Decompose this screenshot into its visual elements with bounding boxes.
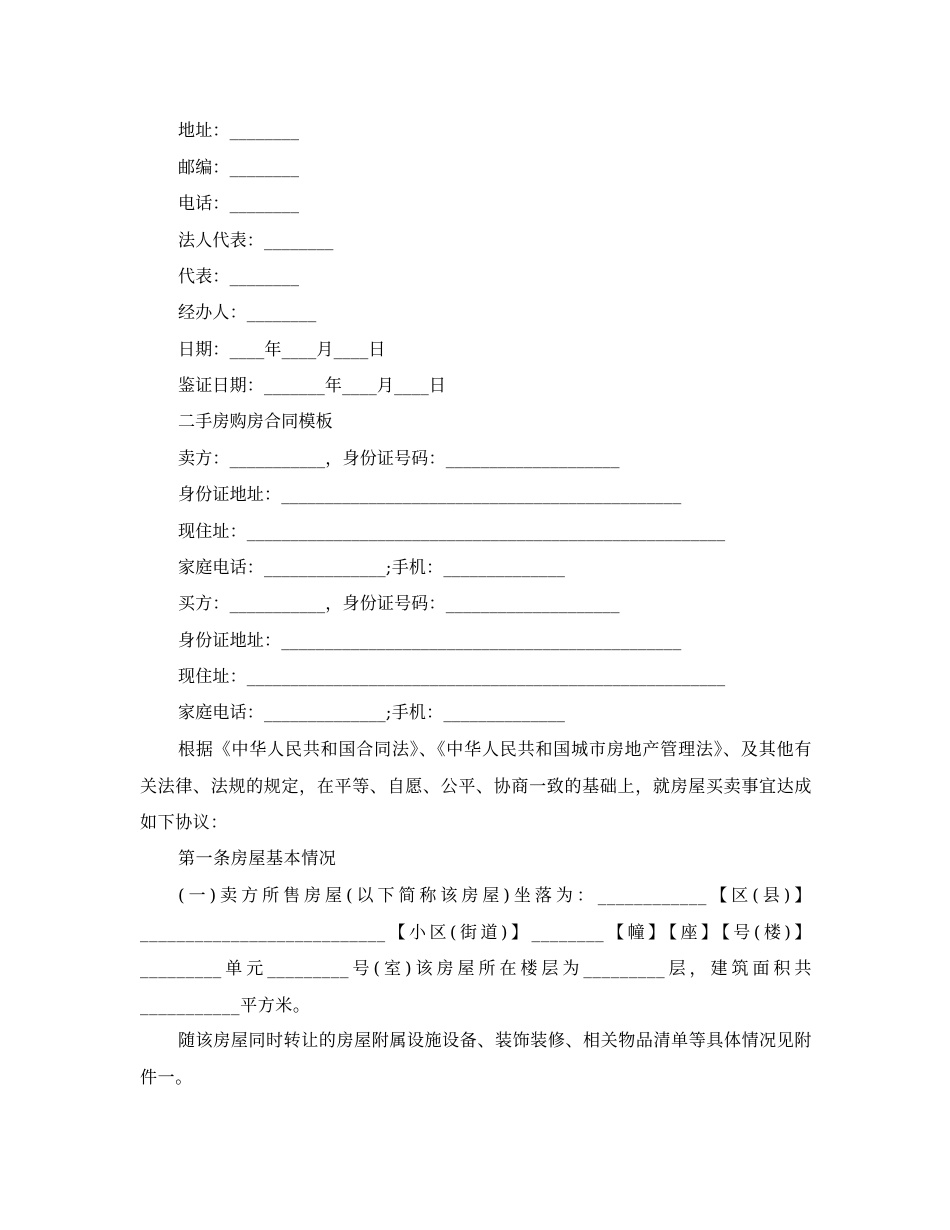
handler-line: 经办人：________ [178, 303, 317, 323]
address-line: 地址：________ [178, 121, 300, 141]
date-line: 日期：____年____月____日 [178, 340, 386, 360]
seller-line: 卖方：___________，身份证号码：____________________ [178, 449, 620, 469]
postcode-line: 邮编：________ [178, 158, 300, 178]
seller-current-address-line: 现住址：_______________________________________________________ [178, 522, 726, 542]
buyer-line: 买方：___________，身份证号码：____________________ [178, 594, 620, 614]
verification-date-line: 鉴证日期：_______年____月____日 [178, 376, 447, 396]
article1-item1-paragraph: (一)卖方所售房屋(以下简称该房屋)坐落为：____________【区(县)】___________________________【小区(街道)】________【幢】【座】【号(楼)】_________单元_________号(室)该房屋所在楼层为_________层，建筑面积共___________平方米。 [140, 886, 812, 1016]
article1-title: 第一条房屋基本情况 [178, 849, 337, 869]
basis-paragraph: 根据《中华人民共和国合同法》、《中华人民共和国城市房地产管理法》、及其他有关法律、法规的规定，在平等、自愿、公平、协商一致的基础上，就房屋买卖事宜达成如下协议： [140, 740, 812, 833]
document-title: 二手房购房合同模板 [178, 412, 333, 432]
phone-line: 电话：________ [178, 194, 300, 214]
seller-id-address-line: 身份证地址：______________________________________________ [178, 485, 682, 505]
representative-line: 代表：________ [178, 267, 300, 287]
article1-attachments-paragraph: 随该房屋同时转让的房屋附属设施设备、装饰装修、相关物品清单等具体情况见附件一。 [140, 1031, 812, 1088]
buyer-id-address-line: 身份证地址：______________________________________________ [178, 631, 682, 651]
buyer-phone-line: 家庭电话：______________;手机：______________ [178, 703, 566, 723]
legal-representative-line: 法人代表：________ [178, 231, 334, 251]
seller-phone-line: 家庭电话：______________;手机：______________ [178, 558, 566, 578]
buyer-current-address-line: 现住址：_______________________________________________________ [178, 667, 726, 687]
